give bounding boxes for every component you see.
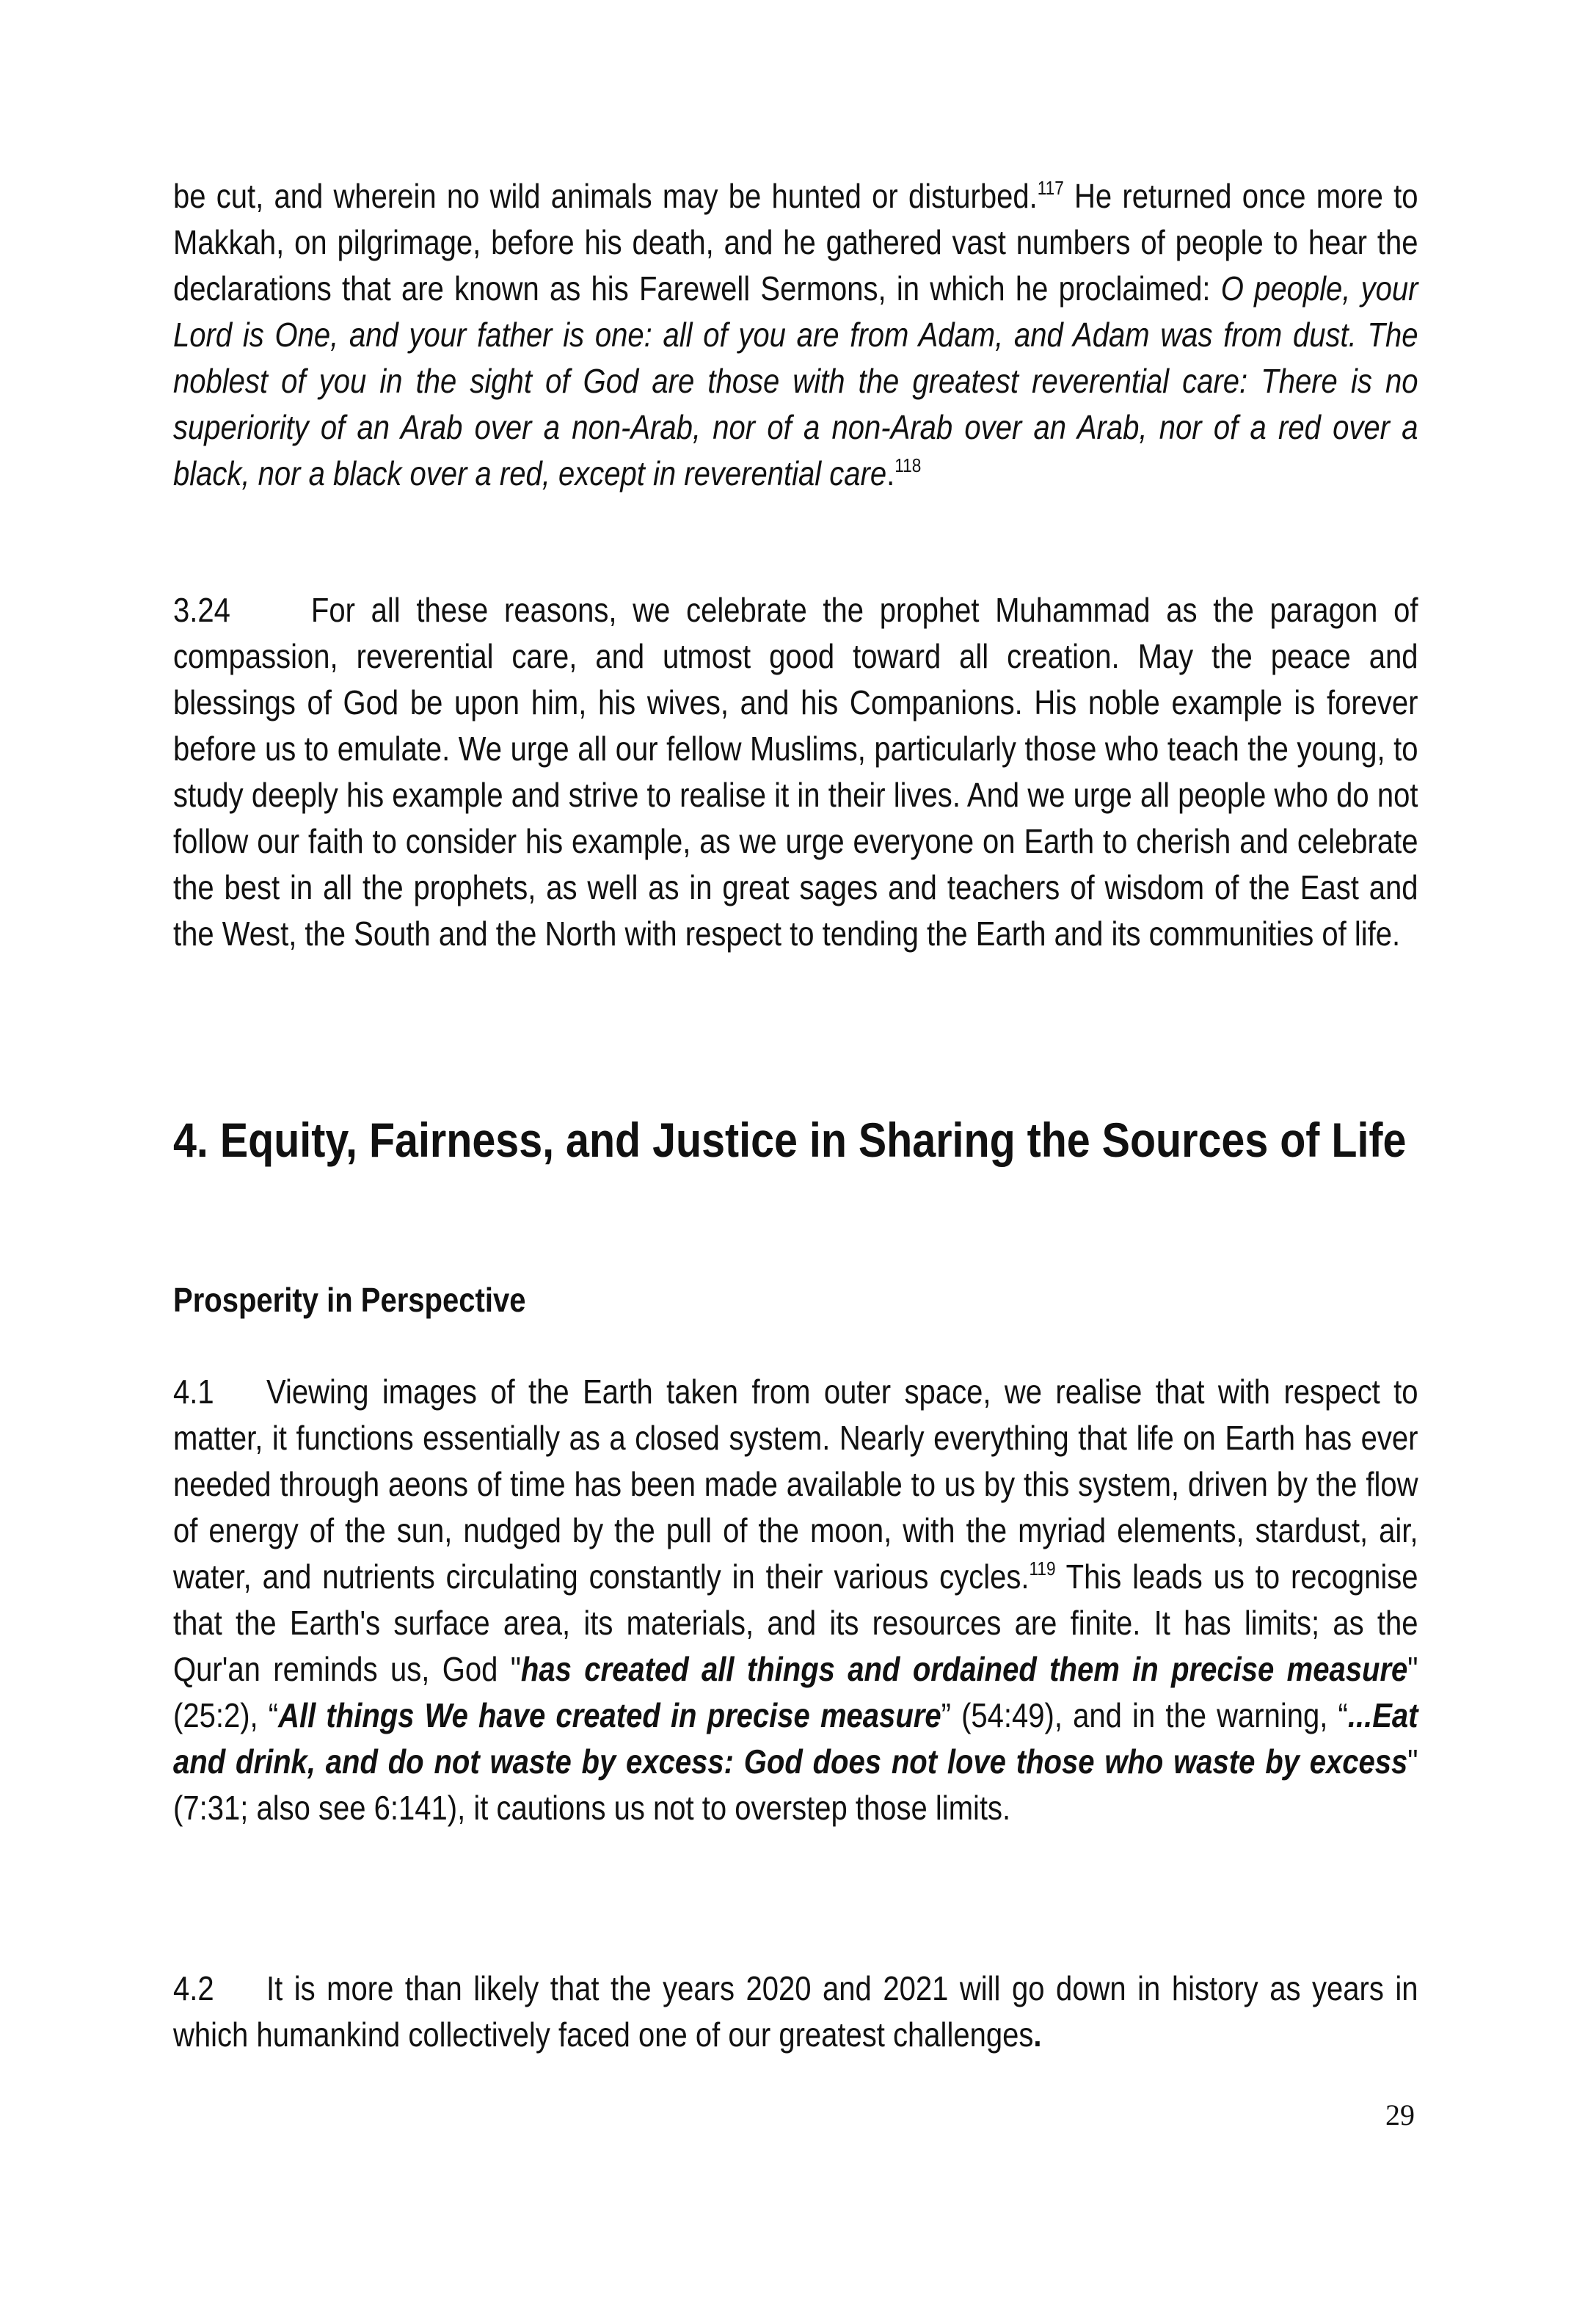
quran-quote: has created all things and ordained them in precise measure [520, 1650, 1408, 1688]
section-heading: 4. Equity, Fairness, and Justice in Sharing the Sources of Life [173, 1113, 1407, 1167]
paragraph-number: 4.1 [173, 1373, 214, 1411]
text: He returned once more to Makkah, on pilgrimage, before his death, and he gathered vast numbers of people to hear the declarations that are known as his Farewell Sermons, in which he proclaimed: [173, 177, 1418, 308]
paragraph-4-1 [173, 1369, 1418, 1831]
quran-quote: All things We have created in precise measure [278, 1696, 941, 1734]
quran-quote: ...Eat and drink, and do not waste by excess: God does not love those who waste by excess [173, 1696, 1418, 1781]
footnote-ref[interactable]: 119 [1029, 1557, 1056, 1579]
paragraph-3-24 [173, 587, 1418, 957]
text: be cut, and wherein no wild animals may be hunted or disturbed. [173, 177, 1038, 215]
text: This leads us to recognise that the Earth's surface area, its materials, and its resources are finite. It has limits; as the Qur'an reminds us, God " [173, 1557, 1418, 1688]
text: " (25:2), “ [173, 1650, 1418, 1734]
text: . [1033, 2015, 1042, 2054]
farewell-sermon-quote: O people, your Lord is One, and your father is one: all of you are from Adam, and Adam was from dust. The noblest of you in the sight of God are those with the greatest reverential care: There is no superiority of an Arab over a non-Arab, nor of a non-Arab over an Arab, nor of a red over a black, nor a black over a red, except in reverential care [173, 269, 1418, 492]
footnote-ref[interactable]: 118 [894, 454, 922, 476]
text: . [886, 454, 895, 492]
text: ” (54:49), and in the warning, “ [941, 1696, 1348, 1734]
text: For all these reasons, we celebrate the prophet Muhammad as the paragon of compassion, reverential care, and utmost good toward all creation. May the peace and blessings of God be upon him, his wives, and his Companions. His noble example is forever before us to emulate. We urge all our fellow Muslims, particularly those who teach the young, to study deeply his example and strive to realise it in their lives. And we urge all people who do not follow our faith to consider his example, as we urge everyone on Earth to cherish and celebrate the best in all the prophets, as well as in great sages and teachers of wisdom of the East and the West, the South and the North with respect to tending the Earth and its communities of life. [173, 591, 1418, 953]
paragraph-4-2 [173, 1966, 1418, 2058]
page-number: 29 [1385, 2098, 1415, 2131]
paragraph-number: 3.24 [173, 591, 230, 629]
text: Viewing images of the Earth taken from outer space, we realise that with respect to matter, it functions essentially as a closed system. Nearly everything that life on Earth has ever needed through aeons of time has been made available to us by this system, driven by the flow of energy of the sun, nudged by the pull of the moon, with the myriad elements, stardust, air, water, and nutrients circulating constantly in their various cycles. [173, 1373, 1418, 1596]
text: " (7:31; also see 6:141), it cautions us not to overstep those limits. [173, 1742, 1418, 1827]
paragraph-continued [173, 173, 1418, 497]
text: It is more than likely that the years 2020 and 2021 will go down in history as years in which humankind collectively faced one of our greatest challenges [173, 1969, 1418, 2054]
subheading: Prosperity in Perspective [173, 1281, 526, 1319]
footnote-ref[interactable]: 117 [1037, 177, 1064, 199]
paragraph-number: 4.2 [173, 1969, 214, 2007]
